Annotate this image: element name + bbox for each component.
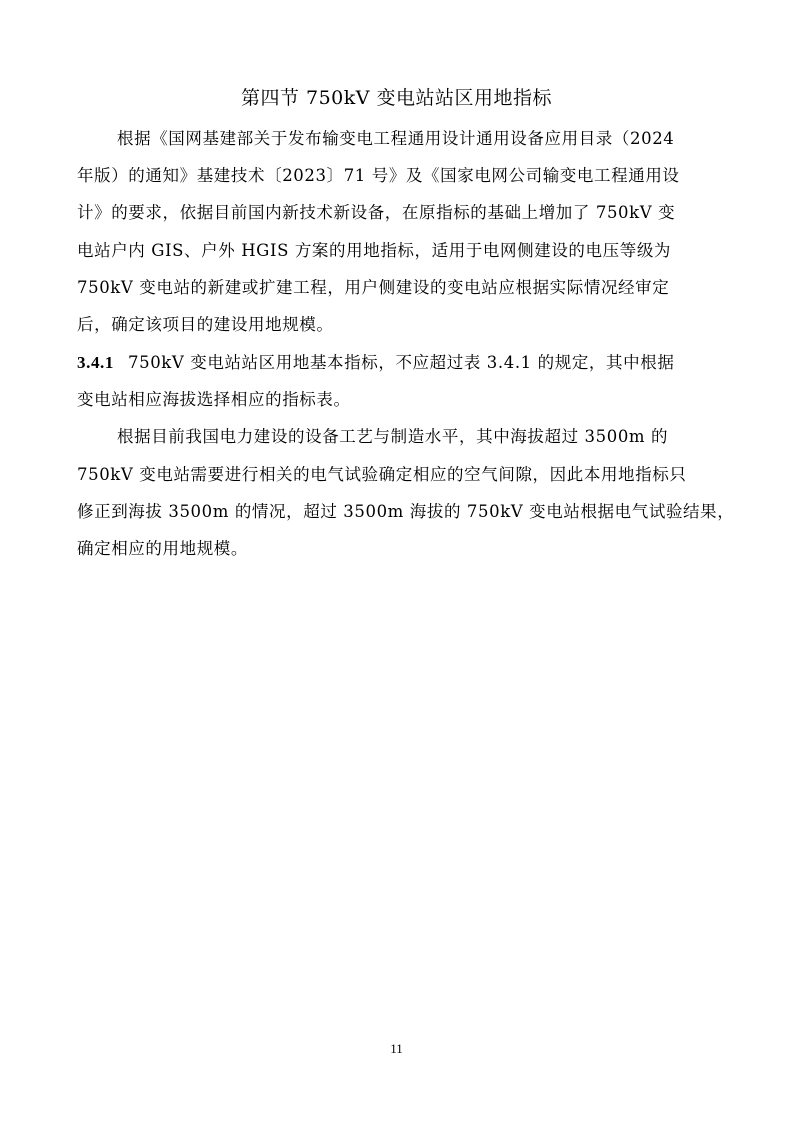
paragraph-1-line-2: 年版）的通知》基建技术〔2023〕71 号》及《国家电网公司输变电工程通用设 bbox=[77, 166, 680, 185]
paragraph-1-line-1: 根据《国网基建部关于发布输变电工程通用设计通用设备应用目录（2024 bbox=[117, 129, 675, 148]
paragraph-2-line-2: 750kV 变电站需要进行相关的电气试验确定相应的空气间隙，因此本用地指标只 bbox=[77, 465, 687, 484]
paragraph-2-line-1: 根据目前我国电力建设的设备工艺与制造水平，其中海拔超过 3500m 的 bbox=[117, 427, 669, 446]
clause-3-4-1-line-1 bbox=[77, 352, 674, 374]
clause-number: 3.4.1 bbox=[77, 353, 114, 372]
page-number: 11 bbox=[390, 1041, 403, 1056]
paragraph-2-line-3: 修正到海拔 3500m 的情况，超过 3500m 海拔的 750kV 变电站根据电气试验结果， bbox=[77, 502, 735, 521]
clause-3-4-1-line-2: 变电站相应海拔选择相应的指标表。 bbox=[77, 390, 351, 409]
paragraph-1-line-4: 电站户内 GIS、户外 HGIS 方案的用地指标，适用于电网侧建设的电压等级为 bbox=[77, 241, 672, 260]
clause-text-line-1: 750kV 变电站站区用地基本指标，不应超过表 3.4.1 的规定，其中根据 bbox=[128, 353, 675, 372]
paragraph-2-line-4: 确定相应的用地规模。 bbox=[77, 539, 248, 558]
section-heading: 第四节 750kV 变电站站区用地指标 bbox=[240, 87, 553, 109]
paragraph-1-line-3: 计》的要求，依据目前国内新技术新设备，在原指标的基础上增加了 750kV 变 bbox=[77, 203, 676, 222]
paragraph-1-line-6: 后，确定该项目的建设用地规模。 bbox=[77, 315, 334, 334]
paragraph-1-line-5: 750kV 变电站的新建或扩建工程，用户侧建设的变电站应根据实际情况经审定 bbox=[77, 278, 670, 297]
